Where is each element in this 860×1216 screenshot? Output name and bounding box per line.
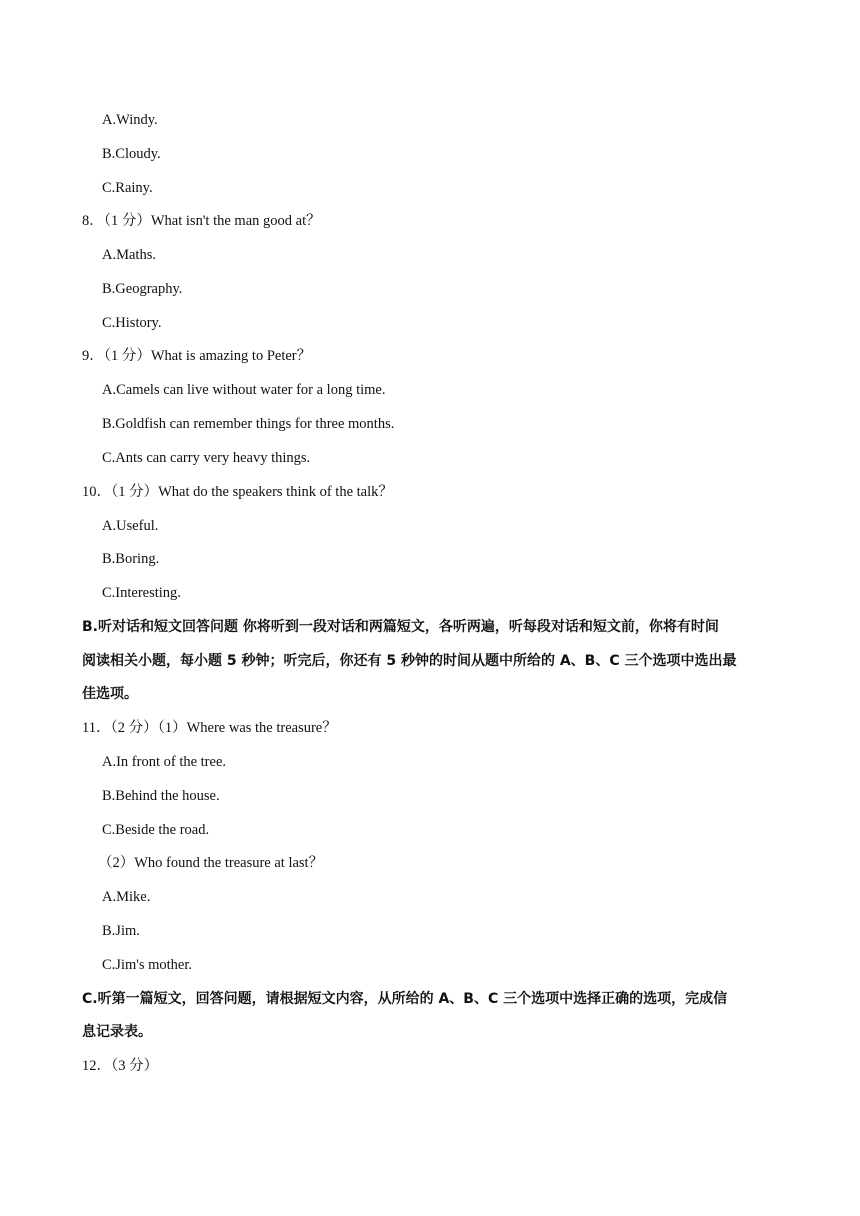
section-b-instructions-line-2: 阅读相关小题，每小题 5 秒钟；听完后，你还有 5 秒钟的时间从题中所给的 A、B、C 三个选项中选出最 [82, 653, 737, 669]
q9-option-c: C.Ants can carry very heavy things. [102, 450, 311, 466]
section-b-instructions-line-1: B.听对话和短文回答问题 你将听到一段对话和两篇短文，各听两遍，听每段对话和短文前，你将有时间 [82, 619, 719, 635]
q7-option-c: C.Rainy. [102, 180, 153, 196]
q8-stem: 8．（1 分）What isn't the man good at？ [82, 213, 321, 229]
q11-stem: 11．（2 分）（1）Where was the treasure？ [82, 720, 337, 736]
q7-option-b: B.Cloudy. [102, 146, 161, 162]
q8-option-a: A.Maths. [102, 247, 156, 263]
q9-option-a: A.Camels can live without water for a long time. [102, 382, 386, 398]
q7-option-a: A.Windy. [102, 112, 158, 128]
q11-2-option-a: A.Mike. [102, 889, 151, 905]
q11-1-option-c: C.Beside the road. [102, 822, 210, 838]
section-b-instructions-line-3: 佳选项。 [82, 686, 138, 702]
q10-stem: 10．（1 分）What do the speakers think of the talk？ [82, 484, 393, 500]
q11-1-option-b: B.Behind the house. [102, 788, 220, 804]
q11-2-stem: （2）Who found the treasure at last？ [98, 855, 324, 871]
q8-option-b: B.Geography. [102, 281, 183, 297]
q11-2-option-c: C.Jim's mother. [102, 957, 193, 973]
q11-2-option-b: B.Jim. [102, 923, 140, 939]
q11-1-option-a: A.In front of the tree. [102, 754, 227, 770]
section-c-instructions-line-2: 息记录表。 [82, 1024, 152, 1040]
q8-option-c: C.History. [102, 315, 162, 331]
q10-option-c: C.Interesting. [102, 585, 181, 601]
q9-option-b: B.Goldfish can remember things for three months. [102, 416, 395, 432]
q12-stem: 12．（3 分） [82, 1058, 159, 1074]
section-c-instructions-line-1: C.听第一篇短文，回答问题，请根据短文内容，从所给的 A、B、C 三个选项中选择正确的选项，完成信 [82, 991, 728, 1007]
q10-option-b: B.Boring. [102, 551, 160, 567]
q9-stem: 9．（1 分）What is amazing to Peter？ [82, 348, 312, 364]
q10-option-a: A.Useful. [102, 518, 159, 534]
